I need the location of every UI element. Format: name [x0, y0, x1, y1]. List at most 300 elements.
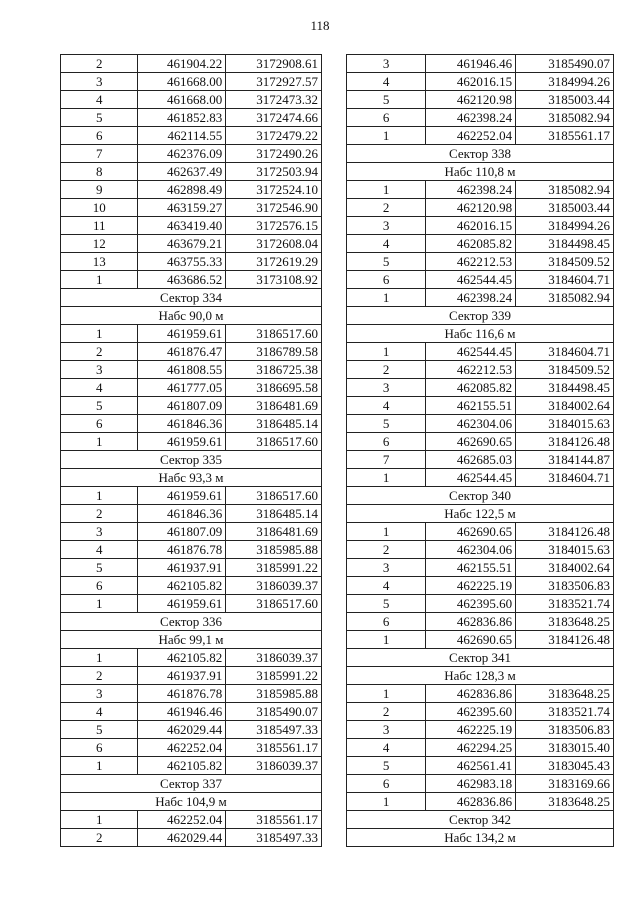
point-number-cell: 6 — [347, 613, 426, 631]
point-number-cell: 6 — [347, 775, 426, 793]
coordinate-x-cell: 462105.82 — [138, 649, 226, 667]
coordinate-y-cell: 3172474.66 — [226, 109, 322, 127]
table-row — [61, 163, 322, 181]
point-number-cell: 1 — [61, 487, 138, 505]
table-row — [347, 451, 614, 469]
point-number-cell: 1 — [61, 595, 138, 613]
table-row — [61, 667, 322, 685]
coordinate-y-cell: 3184002.64 — [516, 397, 614, 415]
coordinate-y-cell: 3185497.33 — [226, 721, 322, 739]
coordinate-x-cell: 462685.03 — [426, 451, 516, 469]
coordinate-y-cell: 3185561.17 — [516, 127, 614, 145]
coordinate-x-cell: 462120.98 — [426, 199, 516, 217]
point-number-cell: 3 — [347, 721, 426, 739]
coordinate-y-cell: 3184002.64 — [516, 559, 614, 577]
coordinate-x-cell: 462085.82 — [426, 235, 516, 253]
coordinate-y-cell: 3184509.52 — [516, 361, 614, 379]
coordinate-y-cell: 3186517.60 — [226, 433, 322, 451]
coordinate-x-cell: 462398.24 — [426, 181, 516, 199]
table-row — [61, 685, 322, 703]
table-row — [61, 181, 322, 199]
table-row — [347, 523, 614, 541]
table-row — [347, 469, 614, 487]
point-number-cell: 6 — [61, 739, 138, 757]
table-row — [61, 91, 322, 109]
point-number-cell: 4 — [61, 91, 138, 109]
coordinate-y-cell: 3185082.94 — [516, 289, 614, 307]
point-number-cell: 5 — [347, 757, 426, 775]
point-number-cell: 4 — [61, 703, 138, 721]
coordinate-y-cell: 3183521.74 — [516, 595, 614, 613]
coordinate-y-cell: 3185991.22 — [226, 559, 322, 577]
coordinate-x-cell: 462304.06 — [426, 415, 516, 433]
table-row — [61, 361, 322, 379]
coordinate-y-cell: 3185991.22 — [226, 667, 322, 685]
point-number-cell: 3 — [347, 379, 426, 397]
point-number-cell: 6 — [61, 415, 138, 433]
table-row — [347, 361, 614, 379]
sector-header-row — [347, 667, 614, 685]
coordinate-y-cell: 3185003.44 — [516, 91, 614, 109]
sector-header: Набс 99,1 м — [61, 631, 322, 649]
sector-header: Сектор 335 — [61, 451, 322, 469]
point-number-cell: 3 — [61, 361, 138, 379]
table-row — [347, 235, 614, 253]
coordinate-x-cell: 461959.61 — [138, 325, 226, 343]
point-number-cell: 2 — [61, 55, 138, 73]
table-row — [61, 109, 322, 127]
coordinate-x-cell: 462836.86 — [426, 793, 516, 811]
table-row — [347, 397, 614, 415]
coordinate-y-cell: 3184015.63 — [516, 415, 614, 433]
coordinate-y-cell: 3184604.71 — [516, 469, 614, 487]
table-row — [347, 793, 614, 811]
coordinate-x-cell: 462304.06 — [426, 541, 516, 559]
coordinate-y-cell: 3186039.37 — [226, 757, 322, 775]
table-row — [61, 325, 322, 343]
sector-header: Набс 122,5 м — [347, 505, 614, 523]
coordinate-y-cell: 3183506.83 — [516, 577, 614, 595]
point-number-cell: 4 — [347, 577, 426, 595]
point-number-cell: 3 — [61, 73, 138, 91]
point-number-cell: 5 — [347, 595, 426, 613]
sector-header: Сектор 339 — [347, 307, 614, 325]
coordinate-x-cell: 461946.46 — [138, 703, 226, 721]
sector-header-row — [61, 775, 322, 793]
table-row — [61, 595, 322, 613]
coordinate-y-cell: 3184994.26 — [516, 73, 614, 91]
point-number-cell: 5 — [347, 91, 426, 109]
point-number-cell: 1 — [61, 757, 138, 775]
table-row — [61, 721, 322, 739]
point-number-cell: 5 — [347, 253, 426, 271]
coordinate-x-cell: 461777.05 — [138, 379, 226, 397]
coordinate-x-cell: 462212.53 — [426, 253, 516, 271]
coordinate-y-cell: 3173108.92 — [226, 271, 322, 289]
coordinate-x-cell: 462544.45 — [426, 271, 516, 289]
table-row — [347, 253, 614, 271]
table-row — [61, 127, 322, 145]
sector-header: Набс 128,3 м — [347, 667, 614, 685]
table-row — [61, 199, 322, 217]
coordinate-x-cell: 461846.36 — [138, 415, 226, 433]
point-number-cell: 1 — [61, 649, 138, 667]
coordinate-y-cell: 3186485.14 — [226, 505, 322, 523]
coordinate-y-cell: 3172576.15 — [226, 217, 322, 235]
sector-header: Сектор 336 — [61, 613, 322, 631]
coordinate-y-cell: 3172619.29 — [226, 253, 322, 271]
sector-header: Сектор 334 — [61, 289, 322, 307]
coordinate-x-cell: 462225.19 — [426, 577, 516, 595]
coordinate-y-cell: 3172524.10 — [226, 181, 322, 199]
coordinate-y-cell: 3185561.17 — [226, 739, 322, 757]
table-row — [61, 703, 322, 721]
coordinate-x-cell: 462690.65 — [426, 523, 516, 541]
coordinate-y-cell: 3185082.94 — [516, 181, 614, 199]
table-row — [61, 397, 322, 415]
point-number-cell: 6 — [347, 109, 426, 127]
sector-header-row — [347, 811, 614, 829]
coordinate-x-cell: 463679.21 — [138, 235, 226, 253]
sector-header-row — [61, 451, 322, 469]
point-number-cell: 4 — [347, 73, 426, 91]
table-row — [347, 109, 614, 127]
coordinate-x-cell: 461876.78 — [138, 685, 226, 703]
table-row — [61, 253, 322, 271]
coordinate-y-cell: 3185490.07 — [226, 703, 322, 721]
point-number-cell: 3 — [347, 217, 426, 235]
table-row — [347, 217, 614, 235]
table-row — [347, 559, 614, 577]
coordinate-y-cell: 3172908.61 — [226, 55, 322, 73]
coordinate-y-cell: 3184144.87 — [516, 451, 614, 469]
point-number-cell: 13 — [61, 253, 138, 271]
table-row — [61, 649, 322, 667]
point-number-cell: 4 — [61, 379, 138, 397]
coordinate-x-cell: 462376.09 — [138, 145, 226, 163]
coordinate-x-cell: 461808.55 — [138, 361, 226, 379]
coordinate-y-cell: 3186485.14 — [226, 415, 322, 433]
coordinate-x-cell: 462294.25 — [426, 739, 516, 757]
coordinate-x-cell: 462016.15 — [426, 73, 516, 91]
coordinate-y-cell: 3186725.38 — [226, 361, 322, 379]
sector-header-row — [61, 793, 322, 811]
coordinate-y-cell: 3183045.43 — [516, 757, 614, 775]
table-row — [347, 55, 614, 73]
table-row — [61, 271, 322, 289]
point-number-cell: 6 — [347, 271, 426, 289]
table-row — [61, 523, 322, 541]
table-row — [347, 595, 614, 613]
coordinate-x-cell: 462155.51 — [426, 397, 516, 415]
coordinate-x-cell: 461904.22 — [138, 55, 226, 73]
coordinate-x-cell: 462836.86 — [426, 613, 516, 631]
coordinates-table-left — [60, 54, 322, 847]
table-row — [61, 73, 322, 91]
point-number-cell: 2 — [61, 667, 138, 685]
coordinate-x-cell: 463419.40 — [138, 217, 226, 235]
table-body-right — [347, 55, 614, 847]
coordinate-y-cell: 3186481.69 — [226, 523, 322, 541]
sector-header-row — [347, 307, 614, 325]
sector-header-row — [347, 163, 614, 181]
point-number-cell: 1 — [347, 181, 426, 199]
sector-header: Набс 104,9 м — [61, 793, 322, 811]
table-row — [61, 379, 322, 397]
point-number-cell: 5 — [61, 109, 138, 127]
table-row — [347, 379, 614, 397]
table-row — [61, 505, 322, 523]
coordinate-y-cell: 3172546.90 — [226, 199, 322, 217]
coordinate-x-cell: 461959.61 — [138, 433, 226, 451]
point-number-cell: 3 — [61, 523, 138, 541]
coordinate-y-cell: 3185490.07 — [516, 55, 614, 73]
coordinate-x-cell: 461937.91 — [138, 667, 226, 685]
point-number-cell: 3 — [347, 559, 426, 577]
coordinate-y-cell: 3172608.04 — [226, 235, 322, 253]
sector-header-row — [61, 631, 322, 649]
coordinate-y-cell: 3186695.58 — [226, 379, 322, 397]
point-number-cell: 2 — [61, 343, 138, 361]
coordinate-y-cell: 3183648.25 — [516, 793, 614, 811]
table-row — [347, 91, 614, 109]
coordinate-y-cell: 3184994.26 — [516, 217, 614, 235]
coordinate-x-cell: 462690.65 — [426, 433, 516, 451]
point-number-cell: 1 — [347, 289, 426, 307]
table-row — [347, 577, 614, 595]
coordinate-x-cell: 462544.45 — [426, 343, 516, 361]
coordinate-y-cell: 3185985.88 — [226, 685, 322, 703]
table-row — [347, 757, 614, 775]
sector-header: Сектор 341 — [347, 649, 614, 667]
sector-header-row — [347, 325, 614, 343]
table-row — [61, 415, 322, 433]
point-number-cell: 1 — [61, 433, 138, 451]
sector-header-row — [347, 829, 614, 847]
point-number-cell: 6 — [347, 433, 426, 451]
point-number-cell: 2 — [347, 361, 426, 379]
sector-header-row — [347, 649, 614, 667]
coordinate-x-cell: 461876.47 — [138, 343, 226, 361]
point-number-cell: 7 — [61, 145, 138, 163]
point-number-cell: 10 — [61, 199, 138, 217]
sector-header: Набс 134,2 м — [347, 829, 614, 847]
coordinate-x-cell: 462105.82 — [138, 577, 226, 595]
sector-header-row — [347, 145, 614, 163]
table-row — [61, 541, 322, 559]
coordinate-x-cell: 461946.46 — [426, 55, 516, 73]
coordinate-y-cell: 3183015.40 — [516, 739, 614, 757]
sector-header: Сектор 342 — [347, 811, 614, 829]
coordinate-x-cell: 462085.82 — [426, 379, 516, 397]
coordinate-x-cell: 462252.04 — [426, 127, 516, 145]
coordinate-x-cell: 461959.61 — [138, 487, 226, 505]
coordinate-x-cell: 462395.60 — [426, 703, 516, 721]
coordinate-y-cell: 3184126.48 — [516, 631, 614, 649]
coordinate-x-cell: 462983.18 — [426, 775, 516, 793]
coordinate-x-cell: 462252.04 — [138, 739, 226, 757]
table-row — [347, 199, 614, 217]
coordinate-x-cell: 462252.04 — [138, 811, 226, 829]
coordinate-y-cell: 3183521.74 — [516, 703, 614, 721]
sector-header: Набс 90,0 м — [61, 307, 322, 325]
coordinate-x-cell: 462561.41 — [426, 757, 516, 775]
point-number-cell: 1 — [61, 271, 138, 289]
table-row — [347, 343, 614, 361]
point-number-cell: 2 — [61, 505, 138, 523]
coordinate-y-cell: 3184509.52 — [516, 253, 614, 271]
table-row — [347, 739, 614, 757]
table-row — [61, 757, 322, 775]
coordinate-x-cell: 461668.00 — [138, 91, 226, 109]
table-row — [347, 703, 614, 721]
coordinate-x-cell: 461876.78 — [138, 541, 226, 559]
point-number-cell: 5 — [61, 397, 138, 415]
coordinate-x-cell: 461959.61 — [138, 595, 226, 613]
point-number-cell: 5 — [347, 415, 426, 433]
coordinate-y-cell: 3186517.60 — [226, 487, 322, 505]
sector-header: Сектор 337 — [61, 775, 322, 793]
coordinate-y-cell: 3184126.48 — [516, 433, 614, 451]
coordinate-y-cell: 3172503.94 — [226, 163, 322, 181]
table-row — [347, 181, 614, 199]
coordinate-x-cell: 462212.53 — [426, 361, 516, 379]
coordinate-x-cell: 462155.51 — [426, 559, 516, 577]
coordinate-y-cell: 3184604.71 — [516, 271, 614, 289]
point-number-cell: 1 — [347, 685, 426, 703]
sector-header-row — [61, 307, 322, 325]
coordinate-y-cell: 3184015.63 — [516, 541, 614, 559]
coordinate-y-cell: 3183506.83 — [516, 721, 614, 739]
coordinate-x-cell: 462398.24 — [426, 109, 516, 127]
coordinate-x-cell: 461807.09 — [138, 397, 226, 415]
point-number-cell: 1 — [347, 793, 426, 811]
coordinate-y-cell: 3184126.48 — [516, 523, 614, 541]
point-number-cell: 2 — [347, 541, 426, 559]
coordinate-y-cell: 3183648.25 — [516, 613, 614, 631]
point-number-cell: 1 — [347, 127, 426, 145]
table-row — [61, 829, 322, 847]
coordinate-x-cell: 461937.91 — [138, 559, 226, 577]
point-number-cell: 1 — [61, 811, 138, 829]
coordinate-y-cell: 3185497.33 — [226, 829, 322, 847]
coordinate-x-cell: 463755.33 — [138, 253, 226, 271]
coordinate-x-cell: 462637.49 — [138, 163, 226, 181]
coordinate-x-cell: 462029.44 — [138, 829, 226, 847]
point-number-cell: 3 — [347, 55, 426, 73]
coordinate-y-cell: 3185985.88 — [226, 541, 322, 559]
coordinate-y-cell: 3172479.22 — [226, 127, 322, 145]
coordinate-y-cell: 3183648.25 — [516, 685, 614, 703]
sector-header: Набс 110,8 м — [347, 163, 614, 181]
coordinate-y-cell: 3185561.17 — [226, 811, 322, 829]
sector-header-row — [347, 487, 614, 505]
coordinate-y-cell: 3184604.71 — [516, 343, 614, 361]
table-row — [61, 235, 322, 253]
point-number-cell: 3 — [61, 685, 138, 703]
table-row — [347, 433, 614, 451]
coordinate-y-cell: 3172473.32 — [226, 91, 322, 109]
coordinate-x-cell: 463159.27 — [138, 199, 226, 217]
point-number-cell: 5 — [61, 721, 138, 739]
sector-header-row — [61, 289, 322, 307]
coordinate-x-cell: 462105.82 — [138, 757, 226, 775]
coordinate-y-cell: 3172927.57 — [226, 73, 322, 91]
table-row — [61, 577, 322, 595]
point-number-cell: 6 — [61, 127, 138, 145]
table-row — [61, 811, 322, 829]
point-number-cell: 1 — [347, 631, 426, 649]
table-row — [61, 145, 322, 163]
coordinate-y-cell: 3184498.45 — [516, 235, 614, 253]
coordinate-y-cell: 3185003.44 — [516, 199, 614, 217]
table-row — [61, 433, 322, 451]
point-number-cell: 6 — [61, 577, 138, 595]
sector-header-row — [61, 469, 322, 487]
table-row — [347, 631, 614, 649]
sector-header: Сектор 338 — [347, 145, 614, 163]
table-row — [347, 289, 614, 307]
point-number-cell: 4 — [347, 739, 426, 757]
point-number-cell: 4 — [347, 235, 426, 253]
table-body-left — [61, 55, 322, 847]
point-number-cell: 12 — [61, 235, 138, 253]
coordinate-x-cell: 462016.15 — [426, 217, 516, 235]
coordinate-y-cell: 3186789.58 — [226, 343, 322, 361]
coordinate-x-cell: 462398.24 — [426, 289, 516, 307]
point-number-cell: 4 — [61, 541, 138, 559]
point-number-cell: 2 — [347, 199, 426, 217]
coordinate-x-cell: 462836.86 — [426, 685, 516, 703]
sector-header: Сектор 340 — [347, 487, 614, 505]
coordinate-x-cell: 461807.09 — [138, 523, 226, 541]
point-number-cell: 1 — [347, 469, 426, 487]
coordinate-x-cell: 462120.98 — [426, 91, 516, 109]
table-row — [347, 127, 614, 145]
table-row — [347, 541, 614, 559]
table-row — [347, 685, 614, 703]
table-row — [61, 343, 322, 361]
sector-header-row — [347, 505, 614, 523]
table-row — [347, 775, 614, 793]
table-row — [61, 55, 322, 73]
coordinate-x-cell: 463686.52 — [138, 271, 226, 289]
point-number-cell: 2 — [61, 829, 138, 847]
coordinate-y-cell: 3186481.69 — [226, 397, 322, 415]
point-number-cell: 11 — [61, 217, 138, 235]
table-row — [61, 217, 322, 235]
coordinate-x-cell: 461668.00 — [138, 73, 226, 91]
coordinate-y-cell: 3186517.60 — [226, 595, 322, 613]
table-row — [61, 487, 322, 505]
point-number-cell: 1 — [61, 325, 138, 343]
point-number-cell: 4 — [347, 397, 426, 415]
point-number-cell: 1 — [347, 523, 426, 541]
coordinate-y-cell: 3186039.37 — [226, 649, 322, 667]
sector-header: Набс 93,3 м — [61, 469, 322, 487]
coordinate-x-cell: 462029.44 — [138, 721, 226, 739]
coordinate-y-cell: 3186517.60 — [226, 325, 322, 343]
sector-header-row — [61, 613, 322, 631]
coordinate-y-cell: 3172490.26 — [226, 145, 322, 163]
point-number-cell: 7 — [347, 451, 426, 469]
coordinate-x-cell: 461852.83 — [138, 109, 226, 127]
point-number-cell: 5 — [61, 559, 138, 577]
coordinate-x-cell: 462690.65 — [426, 631, 516, 649]
sector-header: Набс 116,6 м — [347, 325, 614, 343]
table-row — [347, 613, 614, 631]
point-number-cell: 2 — [347, 703, 426, 721]
